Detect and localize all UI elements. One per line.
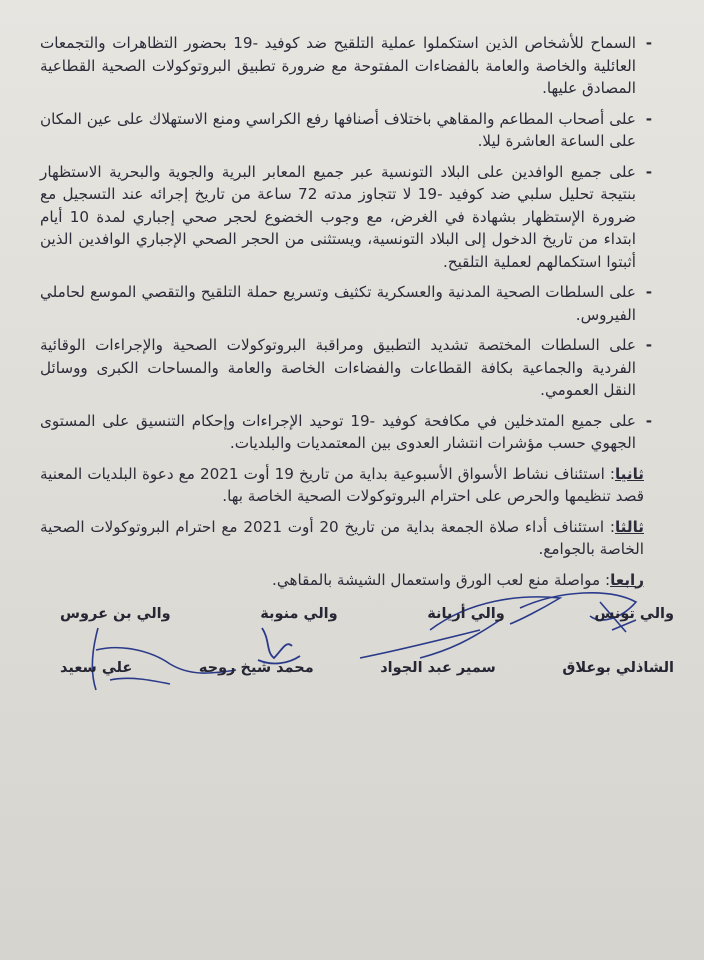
- paragraph-label: ثانيا: [614, 464, 644, 483]
- paragraph-label: ثالثا: [614, 517, 644, 536]
- signatory-titles: [60, 606, 674, 622]
- list-item: - على السلطات الصحية المدنية والعسكرية تكثيف وتسريع حملة التلقيح والتقصي الموسع لحاملي الفيروس.: [40, 281, 652, 326]
- list-item: - على أصحاب المطاعم والمقاهي باختلاف أصنافها رفع الكراسي ومنع الاستهلاك على عين المكان على الساعة العاشرة ليلا.: [40, 108, 652, 153]
- document-body: [40, 32, 652, 599]
- list-item: - على السلطات المختصة تشديد التطبيق ومراقبة البروتوكولات الصحية والإجراءات الوقائية الفردية والجماعية بكافة القطاعات والفضاءات الخاصة والعامة والمساحات الكبرى ووسائل النقل العمومي.: [40, 334, 652, 402]
- signatory-title: والي أريانة: [427, 606, 505, 622]
- signatory-title: والي تونس: [594, 606, 674, 622]
- paragraph-third: [40, 516, 652, 561]
- list-item: - على جميع المتدخلين في مكافحة كوفيد -19 توحيد الإجراءات وإحكام التنسيق على المستوى الجهوي حسب مؤشرات انتشار العدوى بين المعتمديات والبلديات.: [40, 410, 652, 455]
- signatory-title: والي بن عروس: [60, 606, 171, 622]
- signatory-name: محمد شيخ روحه: [198, 660, 314, 676]
- paragraph-text: : استئناف أداء صلاة الجمعة بداية من تاريخ 20 أوت 2021 مع احترام البروتوكولات الصحية الخاصة بالجوامع.: [40, 517, 644, 558]
- signatory-name: علي سعيد: [60, 660, 133, 676]
- signatures: [0, 580, 704, 710]
- paragraph-second: [40, 463, 652, 508]
- signature-manouba: [258, 628, 300, 663]
- signatory-name: الشاذلي بوعلاق: [562, 660, 674, 676]
- paragraph-text: : مواصلة منع لعب الورق واستعمال الشيشة بالمقاهي.: [272, 570, 611, 589]
- signatory-name: سمير عبد الجواد: [380, 660, 496, 676]
- paragraph-fourth: [40, 569, 652, 592]
- signatory-names: [60, 660, 674, 676]
- paragraph-text: : استئناف نشاط الأسواق الأسبوعية بداية من تاريخ 19 أوت 2021 مع دعوة البلديات المعنية قصد تنظيمها والحرص على احترام البروتوكولات الصحية الخاصة بها.: [40, 464, 644, 505]
- paragraph-label: رابعا: [610, 570, 644, 589]
- list-item: - السماح للأشخاص الذين استكملوا عملية التلقيح ضد كوفيد -19 بحضور التظاهرات والتجمعات العائلية والخاصة والعامة بالفضاءات المفتوحة مع ضرورة تطبيق البروتوكولات الصحية القطاعية المصادق عليها.: [40, 32, 652, 100]
- measures-list: [40, 32, 652, 455]
- signature-ben-arous: [92, 628, 236, 690]
- signatory-title: والي منوبة: [260, 606, 338, 622]
- list-item: - على جميع الوافدين على البلاد التونسية عبر جميع المعابر البرية والجوية والبحرية الاستظهار بنتيجة تحليل سلبي ضد كوفيد -19 لا تتجاوز مدته 72 ساعة من تاريخ إجرائه عند التسجيل مع ضرورة الإستظهار بشهادة في الغرض، مع وجوب الخضوع لحجر صحي إجباري لمدة 10 أيام ابتداء من تاريخ الدخول إلى البلاد التونسية، ويستثنى من الحجر الصحي الإجباري الوافدين الذين أثبتوا استكمالهم لعملية التلقيح.: [40, 161, 652, 274]
